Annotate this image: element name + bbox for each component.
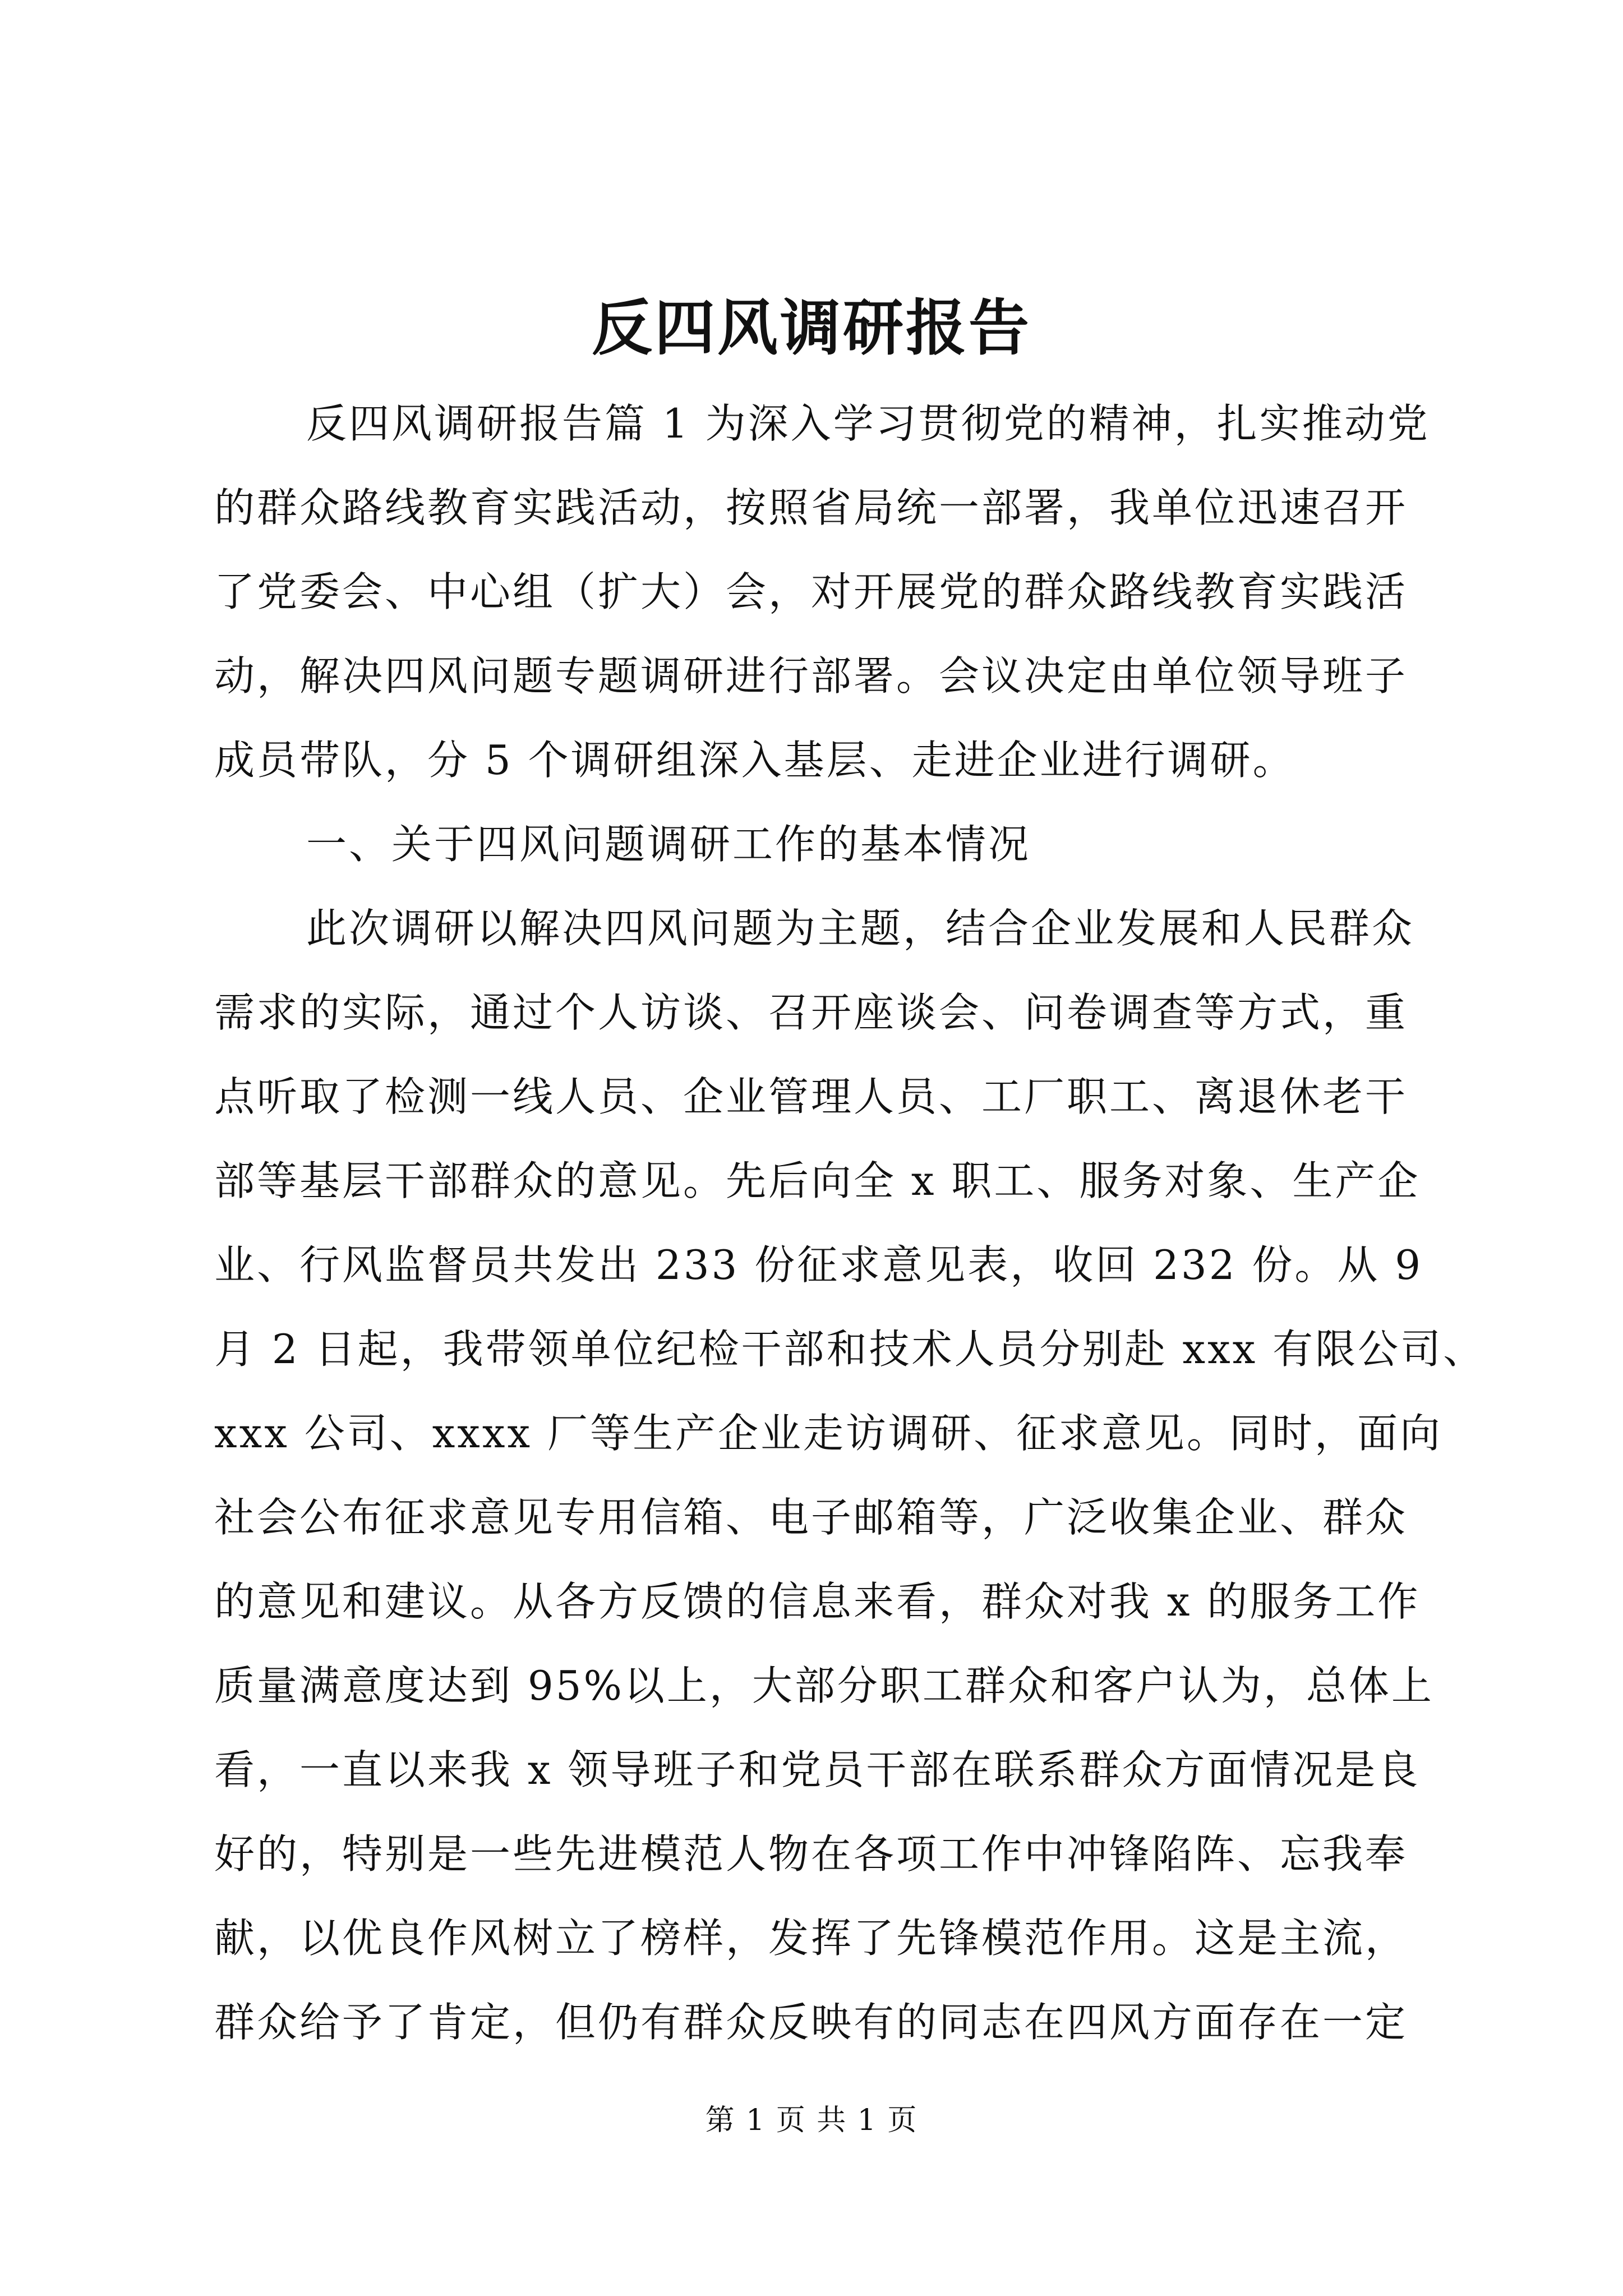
paragraph-line: 献，以优良作风树立了榜样，发挥了先锋模范作用。这是主流，: [214, 1915, 1408, 1962]
document-title: 反四风调研报告: [591, 293, 1031, 364]
paragraph-line: 的群众路线教育实践活动，按照省局统一部署，我单位迅速召开: [214, 484, 1408, 531]
paragraph-line: xxx 公司、xxxx 厂等生产企业走访调研、征求意见。同时，面向: [214, 1410, 1443, 1457]
document-body: [214, 381, 1486, 2064]
paragraph-line: 群众给予了肯定，但仍有群众反映有的同志在四风方面存在一定: [214, 1999, 1408, 2046]
paragraph-line: 部等基层干部群众的意见。先后向全 x 职工、服务对象、生产企: [214, 1157, 1421, 1204]
paragraph-line: 好的，特别是一些先进模范人物在各项工作中冲锋陷阵、忘我奉: [214, 1830, 1408, 1878]
paragraph-line: 成员带队，分 5 个调研组深入基层、走进企业进行调研。: [214, 737, 1295, 784]
paragraph-line: 的意见和建议。从各方反馈的信息来看，群众对我 x 的服务工作: [214, 1578, 1421, 1625]
paragraph-line: 看，一直以来我 x 领导班子和党员干部在联系群众方面情况是良: [214, 1746, 1421, 1793]
paragraph-line: 反四风调研报告篇 1 为深入学习贯彻党的精神，扎实推动党: [306, 400, 1430, 447]
paragraph-line: 了党委会、中心组（扩大）会，对开展党的群众路线教育实践活: [214, 568, 1408, 615]
paragraph-line: 需求的实际，通过个人访谈、召开座谈会、问卷调查等方式，重: [214, 989, 1408, 1036]
paragraph-line: 此次调研以解决四风问题为主题，结合企业发展和人民群众: [306, 905, 1415, 952]
section-heading: 一、关于四风问题调研工作的基本情况: [306, 821, 1031, 868]
paragraph-line: 月 2 日起，我带领单位纪检干部和技术人员分别赴 xxx 有限公司、: [214, 1326, 1486, 1373]
paragraph-line: 质量满意度达到 95%以上，大部分职工群众和客户认为，总体上: [214, 1662, 1434, 1709]
page-footer: 第 1 页 共 1 页: [705, 2104, 918, 2137]
paragraph-line: 业、行风监督员共发出 233 份征求意见表，收回 232 份。从 9: [214, 1241, 1423, 1289]
paragraph-line: 社会公布征求意见专用信箱、电子邮箱等，广泛收集企业、群众: [214, 1494, 1408, 1541]
paragraph-line: 动，解决四风问题专题调研进行部署。会议决定由单位领导班子: [214, 652, 1408, 700]
paragraph-line: 点听取了检测一线人员、企业管理人员、工厂职工、离退休老干: [214, 1073, 1408, 1120]
